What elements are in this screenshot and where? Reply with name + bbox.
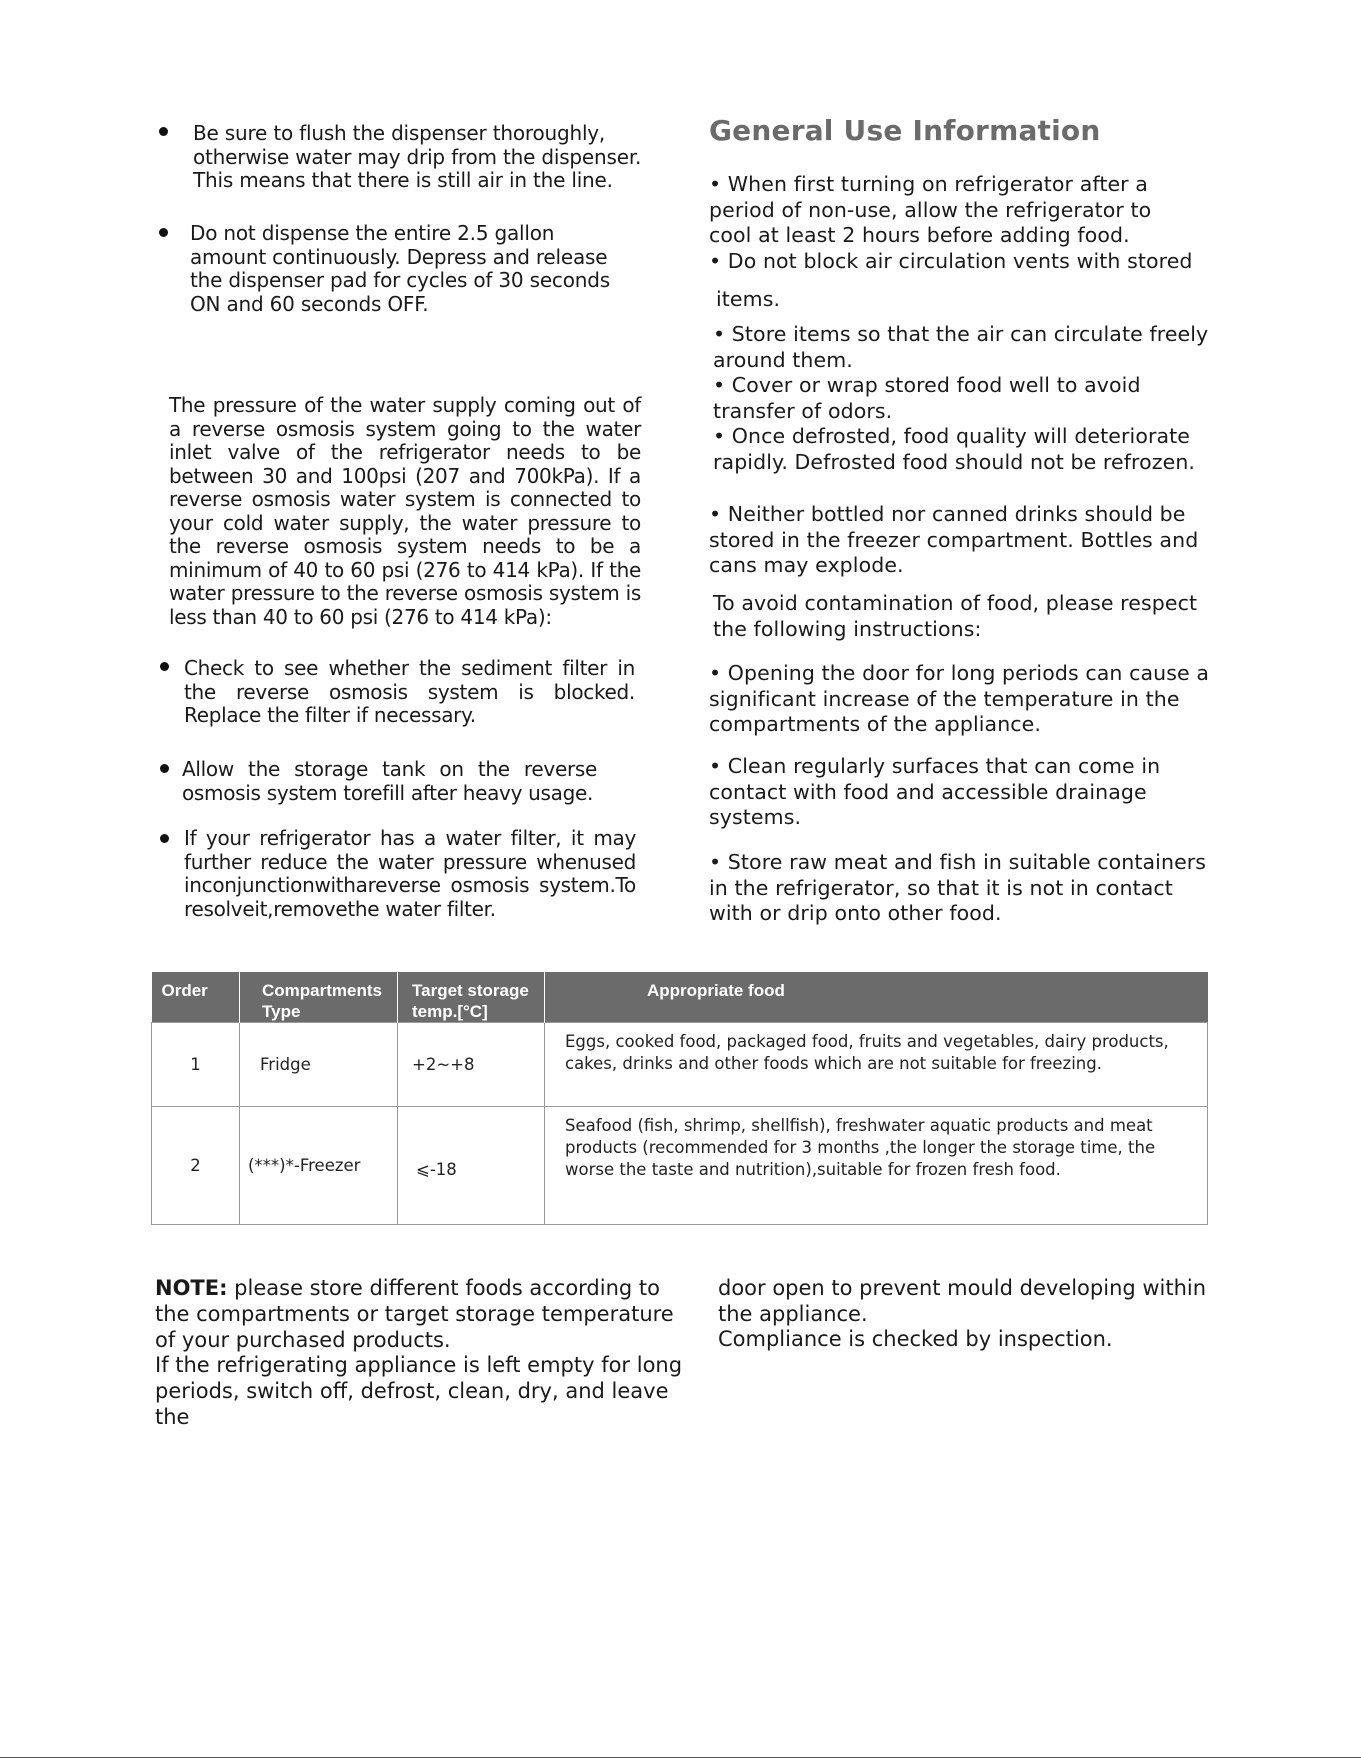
general-use-para-items: items. — [716, 287, 781, 311]
bullet-water-filter: If your refrigerator has a water filter, it may further reduce the water pressure whenused inconjunctionwithareverse osmosis system.To resolveit,removethe water filter. — [184, 826, 636, 921]
storage-table-grid — [151, 972, 1208, 1225]
empty-appliance-continuation: door open to prevent mould developing within the appliance. — [718, 1276, 1207, 1326]
bullet-dot — [159, 228, 168, 237]
general-use-para-circulate: • Store items so that the air can circulate freely around them. — [713, 322, 1209, 372]
general-use-para-clean: • Clean regularly surfaces that can come in contact with food and accessible drainage systems. — [709, 754, 1161, 829]
cell-temp: +2~+8 — [398, 1023, 545, 1107]
table-row — [152, 1107, 1208, 1225]
page-bottom-rule — [0, 1757, 1361, 1758]
note-text: please store different foods according to the compartments or target storage temperature of your purchased products. — [155, 1276, 674, 1352]
bullet-line: the dispenser pad for cycles of 30 seconds — [190, 268, 610, 292]
header-order: Order — [152, 972, 240, 1023]
bullet-flush-dispenser — [193, 122, 673, 193]
bullet-line: Be sure to flush the dispenser thoroughly, — [193, 121, 606, 145]
general-use-para-contamination: To avoid contamination of food, please respect the following instructions: — [713, 591, 1198, 641]
bullet-dot — [159, 127, 168, 136]
header-compartment-type: Compartments Type — [240, 972, 398, 1023]
bullet-dispense-cycles — [190, 222, 670, 316]
bullet-storage-tank: Allow the storage tank on the reverse osmosis system torefill after heavy usage. — [182, 757, 597, 805]
table-row — [152, 1023, 1208, 1107]
cell-temp: ⩽-18 — [398, 1107, 545, 1225]
bullet-line: amount continuously. Depress and release — [190, 244, 608, 269]
section-heading: General Use Information — [709, 114, 1101, 147]
general-use-para-vents: • Do not block air circulation vents with stored — [709, 249, 1193, 273]
cell-order: 1 — [152, 1023, 240, 1107]
bullet-line: otherwise water may drip from the dispenser. — [193, 144, 642, 169]
cell-food: Seafood (fish, shrimp, shellfish), freshwater aquatic products and meat products (recommended for 3 months ,the longer the storage time, the worse the taste and nutrition),suitable for frozen fresh food. — [545, 1107, 1208, 1225]
empty-appliance-paragraph: If the refrigerating appliance is left empty for long periods, switch off, defrost, clean, dry, and leave the — [155, 1353, 683, 1429]
bullet-sediment-filter: Check to see whether the sediment filter in the reverse osmosis system is blocked. Replace the filter if necessary. — [184, 656, 635, 727]
cell-type: (***)*-Freezer — [240, 1107, 398, 1225]
storage-table — [151, 972, 1207, 1231]
header-appropriate-food: Appropriate food — [545, 972, 1208, 1023]
general-use-para-wrap: • Cover or wrap stored food well to avoid transfer of odors. — [713, 373, 1141, 423]
cell-type: Fridge — [240, 1023, 398, 1107]
bullet-dot — [160, 764, 169, 773]
pressure-paragraph: The pressure of the water supply coming out of a reverse osmosis system going to the water inlet valve of the refrigerator needs to be between 30 and 100psi (207 and 700kPa). If a reverse osmosis water system is connected to your cold water supply, the water pressure to the reverse osmosis system needs to be a minimum of 40 to 60 psi (276 to 414 kPa). If the water pressure to the reverse osmosis system is less than 40 to 60 psi (276 to 414 kPa): — [169, 393, 641, 629]
general-use-para-raw-meat: • Store raw meat and fish in suitable containers in the refrigerator, so that it is not in contact with or drip onto other food. — [709, 850, 1207, 925]
header-target-temp: Target storage temp.[°C] — [398, 972, 545, 1023]
general-use-para-drinks: • Neither bottled nor canned drinks should be stored in the freezer compartment. Bottles and cans may explode. — [709, 502, 1199, 577]
general-use-para-door-open: • Opening the door for long periods can cause a significant increase of the temperature in the compartments of the appliance. — [709, 661, 1209, 736]
bullet-line: Do not dispense the entire 2.5 gallon — [190, 221, 555, 245]
note-label: NOTE: — [155, 1276, 228, 1300]
bullet-dot — [160, 662, 169, 671]
general-use-para-defrosted: • Once defrosted, food quality will deteriorate rapidly. Defrosted food should not be refrozen. — [713, 424, 1196, 474]
cell-food: Eggs, cooked food, packaged food, fruits and vegetables, dairy products, cakes, drinks and other foods which are not suitable for freezing. — [545, 1023, 1208, 1107]
table-header-row — [152, 972, 1208, 1023]
bullet-dot — [160, 834, 169, 843]
general-use-para-first-use: • When first turning on refrigerator after a period of non-use, allow the refrigerator to cool at least 2 hours before adding food. — [709, 172, 1152, 247]
note-paragraph — [155, 1275, 685, 1353]
cell-order: 2 — [152, 1107, 240, 1225]
compliance-text: Compliance is checked by inspection. — [718, 1327, 1113, 1351]
bullet-line: This means that there is still air in the line. — [193, 168, 613, 192]
bullet-line: ON and 60 seconds OFF. — [190, 291, 429, 316]
